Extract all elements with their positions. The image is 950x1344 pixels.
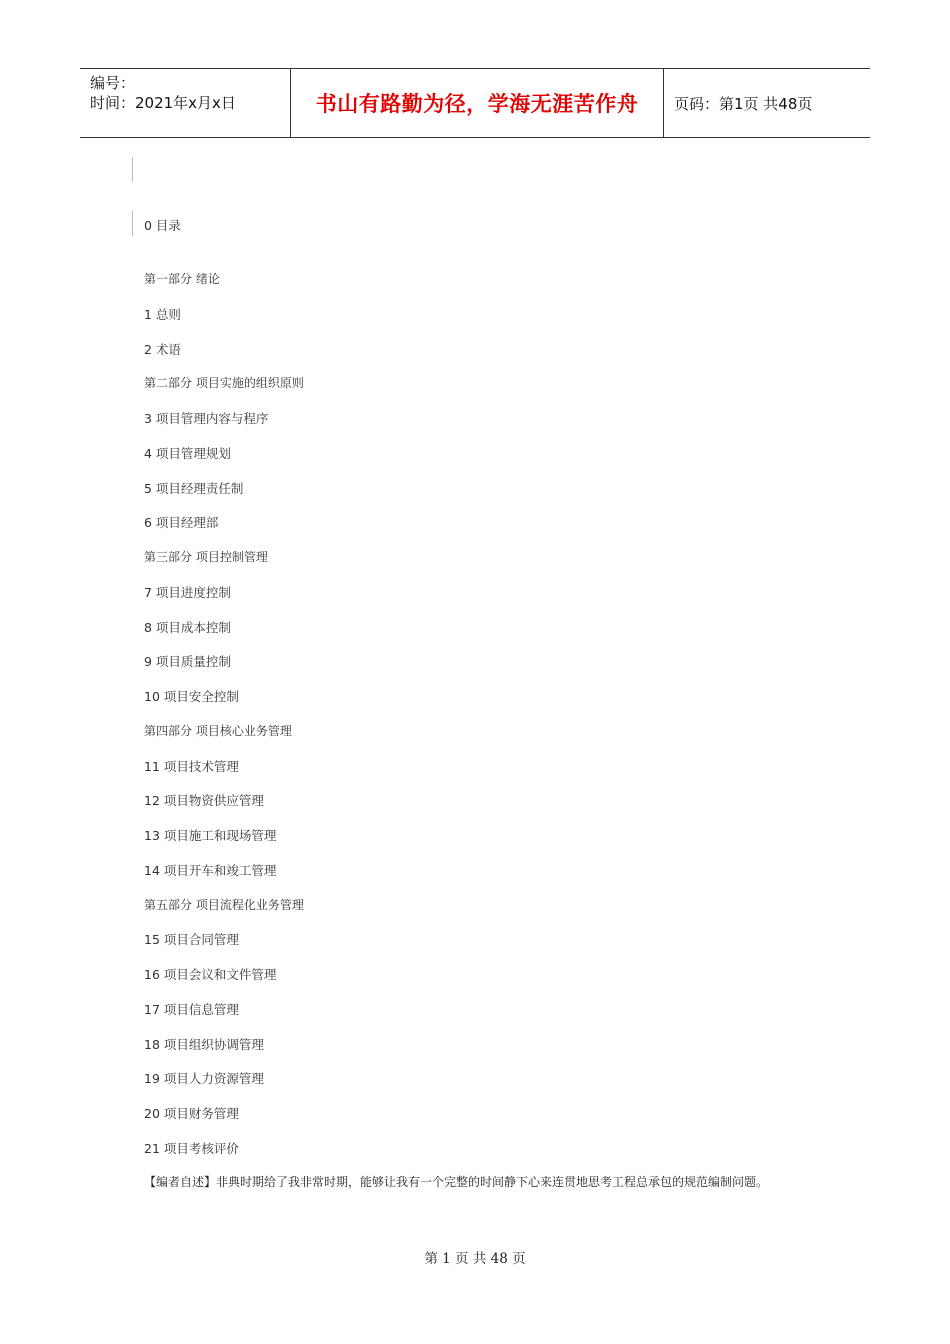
toc-entry: 2 术语 — [144, 341, 181, 357]
toc-entry: 15 项目合同管理 — [144, 932, 239, 948]
margin-marker — [132, 211, 133, 236]
toc-entry: 6 项目经理部 — [144, 515, 219, 531]
toc-entry: 7 项目进度控制 — [144, 584, 231, 600]
toc-part-heading: 第三部分 项目控制管理 — [144, 550, 268, 565]
toc-part-heading: 第一部分 绪论 — [144, 272, 220, 286]
toc-title: 0 目录 — [144, 218, 181, 233]
toc-entry: 12 项目物资供应管理 — [144, 793, 264, 809]
toc-entry: 13 项目施工和现场管理 — [144, 828, 277, 844]
toc-entry: 4 项目管理规划 — [144, 445, 231, 461]
toc-part-heading: 第二部分 项目实施的组织原则 — [144, 376, 304, 391]
toc-entry: 3 项目管理内容与程序 — [144, 411, 269, 427]
toc-entry: 1 总则 — [144, 306, 181, 322]
toc-entry: 9 项目质量控制 — [144, 654, 231, 670]
page-footer: 第 1 页 共 48 页 — [424, 1251, 526, 1267]
toc-entry: 8 项目成本控制 — [144, 619, 231, 635]
toc-entry: 14 项目开车和竣工管理 — [144, 862, 277, 878]
toc-entry: 18 项目组织协调管理 — [144, 1036, 264, 1052]
margin-marker — [132, 157, 133, 182]
toc-entry: 5 项目经理责任制 — [144, 480, 244, 496]
toc-part-heading: 第五部分 项目流程化业务管理 — [144, 897, 304, 912]
header-motto: 书山有路勤为径，学海无涯苦作舟 — [291, 69, 664, 137]
toc-entry: 19 项目人力资源管理 — [144, 1071, 264, 1087]
toc-entry: 20 项目财务管理 — [144, 1106, 239, 1122]
toc-part-heading: 第四部分 项目核心业务管理 — [144, 723, 292, 738]
header-page-label: 页码：第1页 共48页 — [674, 94, 813, 113]
code-label: 编号： — [90, 74, 136, 92]
header-meta — [80, 69, 291, 137]
editor-note: 【编者自述】非典时期给了我非常时期，能够让我有一个完整的时间静下心来连贯地思考工程总承包的规范编制问题。 — [144, 1175, 769, 1189]
toc-entry: 16 项目会议和文件管理 — [144, 967, 277, 983]
page-header — [80, 68, 870, 138]
toc-entry: 11 项目技术管理 — [144, 758, 239, 774]
toc-entry: 21 项目考核评价 — [144, 1141, 239, 1156]
toc-entry: 10 项目安全控制 — [144, 689, 239, 705]
date-label: 时间：2021年x月x日 — [90, 94, 236, 112]
toc-entry: 17 项目信息管理 — [144, 1001, 239, 1017]
